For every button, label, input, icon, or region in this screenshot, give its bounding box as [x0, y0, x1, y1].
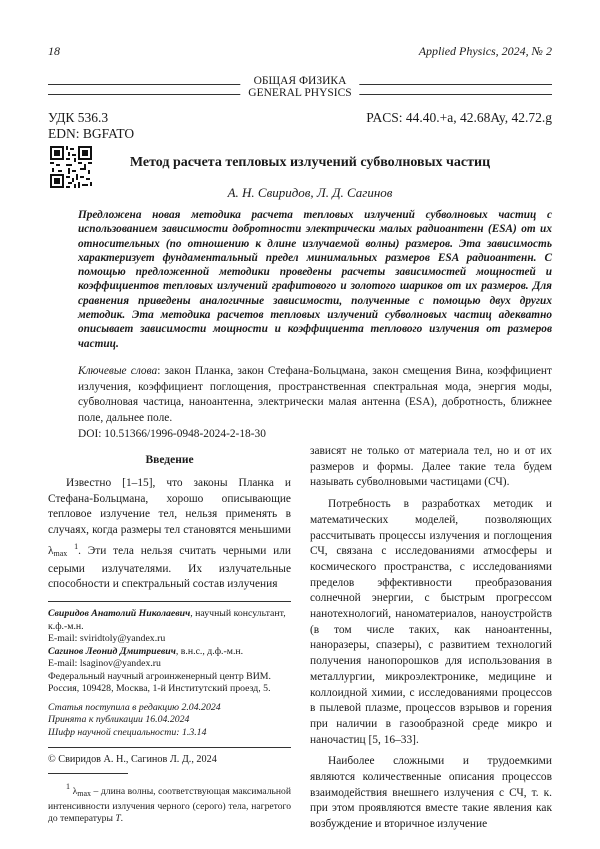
udk-code: УДК 536.3: [48, 110, 109, 125]
right-column: [310, 444, 552, 833]
pacs-code: PACS: 44.40.+a, 42.68Ay, 42.72.g: [366, 110, 552, 125]
received-date: Статья поступила в редакцию 2.04.2024: [48, 702, 221, 714]
article-dates: [48, 702, 291, 739]
section-title-ru: ОБЩАЯ ФИЗИКА: [253, 75, 347, 87]
article-title: Метод расчета тепловых излучений субволновых частиц: [129, 155, 491, 170]
page-number: 18: [48, 44, 60, 58]
copyright: © Свиридов А. Н., Сагинов Л. Д., 2024: [48, 754, 217, 766]
author1-role: , научный консультант, к.ф.-м.н.: [48, 607, 286, 632]
keywords-list: : закон Планка, закон Стефана-Больцмана, закон смещения Вина, коэффициент излучения, коэффициент поглощения, пространственная спектральная мода, энергия моды, субволновая частица, наноантенна, электрически малая антенна (ESA), добротность, ближнее поле, дальнее поле.: [78, 365, 552, 424]
intro-heading: Введение: [145, 454, 194, 466]
journal-name: Applied Physics, 2024, № 2: [418, 44, 552, 58]
accepted-date: Принята к публикации 16.04.2024: [48, 714, 190, 726]
keywords-label: Ключевые слова: [78, 365, 158, 377]
specialty-code: Шифр научной специальности: 1.3.14: [48, 726, 207, 738]
right-paragraph-1: Потребность в разработках методик и математических моделей, позволяющих рассчитывать процессы излучения и поглощения СЧ, связана с исследованиями атмосферы и космического пространства, с исследованиями пределов эффективности преобразования солнечной энергии, с быстрым прогрессом нанотехнологий, наноматериалов, наноустройств (в том числе таких, как наноантенны, наноразеры, спазеры), с развитием технологий получения нанопорошков для использования в металлургии, микроэлектронике, медицине и коллоидной химии, с исследованиями процессов в пылевой плазме, процессов взрывов и горения при наличии в газообразной среде микро и наночастиц [5, 16–33].: [310, 498, 552, 746]
footnote-ref[interactable]: 1: [74, 541, 79, 551]
section-header: [48, 77, 552, 101]
udk-block: [48, 110, 134, 142]
footnote-divider: [48, 773, 128, 774]
article-authors: А. Н. Свиридов, Л. Д. Сагинов: [227, 185, 393, 200]
author2-email[interactable]: E-mail: lsaginov@yandex.ru: [48, 658, 161, 670]
section-title-en: GENERAL PHYSICS: [248, 87, 352, 99]
right-paragraph-2: Наиболее сложными и трудоемкими являются количественные описания процессов взаимодействия внешнего излучения с СЧ, т. к. при этом проявляются вместе такие явления как возбуждение и вторичное излучение: [310, 755, 552, 831]
keywords: [78, 364, 552, 426]
organization: Федеральный научный агроинженерный центр ВИМ. Россия, 109428, Москва, 1-й Институтский проезд, 5.: [48, 670, 271, 695]
author1-name: Свиридов Анатолий Николаевич: [48, 607, 191, 619]
right-paragraph-continued: зависят не только от материала тел, но и от их размеров и формы. Далее такие тела будем называть субволновыми частицами (СЧ).: [310, 445, 552, 489]
edn-code: EDN: BGFATO: [48, 126, 135, 141]
author-info: [48, 608, 291, 696]
author2-name: Сагинов Леонид Дмитриевич: [48, 645, 176, 657]
footnote: $^1$ $\lambda_{max}$ – длина волны, соответствующая максимальной интенсивности излучения черного (серого) тела, нагретого до температуры T.: [48, 782, 291, 825]
author1-email[interactable]: E-mail: sviridtoly@yandex.ru: [48, 633, 166, 645]
abstract: Предложена новая методика расчета тепловых излучений субволновых частиц с использованием зависимости добротности электрически малых радиоантенн (ESA) от их относительных (по отношению к длине излучаемой волны) размеров. Эта зависимость характеризует фундаментальный предел минимальных размеров ESA радиоантенн. С помощью предложенной методики проведены расчеты зависимостей мощностей и коэффициентов тепловых излучений графитового и золотого шариков от их размеров. Для сравнения приведены аналогичные зависимости, полученные с помощью двух других методик. Эта методика расчетов тепловых излучений субволновых частиц адекватно описывает зависимости мощности и коэффициента теплового излучения от размеров частиц.: [78, 209, 552, 350]
author2-role: , в.н.с., д.ф.-м.н.: [175, 645, 244, 657]
left-column: [48, 448, 291, 765]
intro-paragraph: Известно [1–15], что законы Планка и Стефана-Больцмана, хорошо описывающие тепловое излучение тел, нельзя применять в случаях, когда размеры тел становятся меньшими $\lambda_{max}$ $^1$. Эти тела нельзя считать черными или серыми излучателями. Их излучательные способности и спектральный состав излучения: [48, 477, 291, 591]
doi: DOI: 10.51366/1996-0948-2024-2-18-30: [78, 428, 266, 440]
